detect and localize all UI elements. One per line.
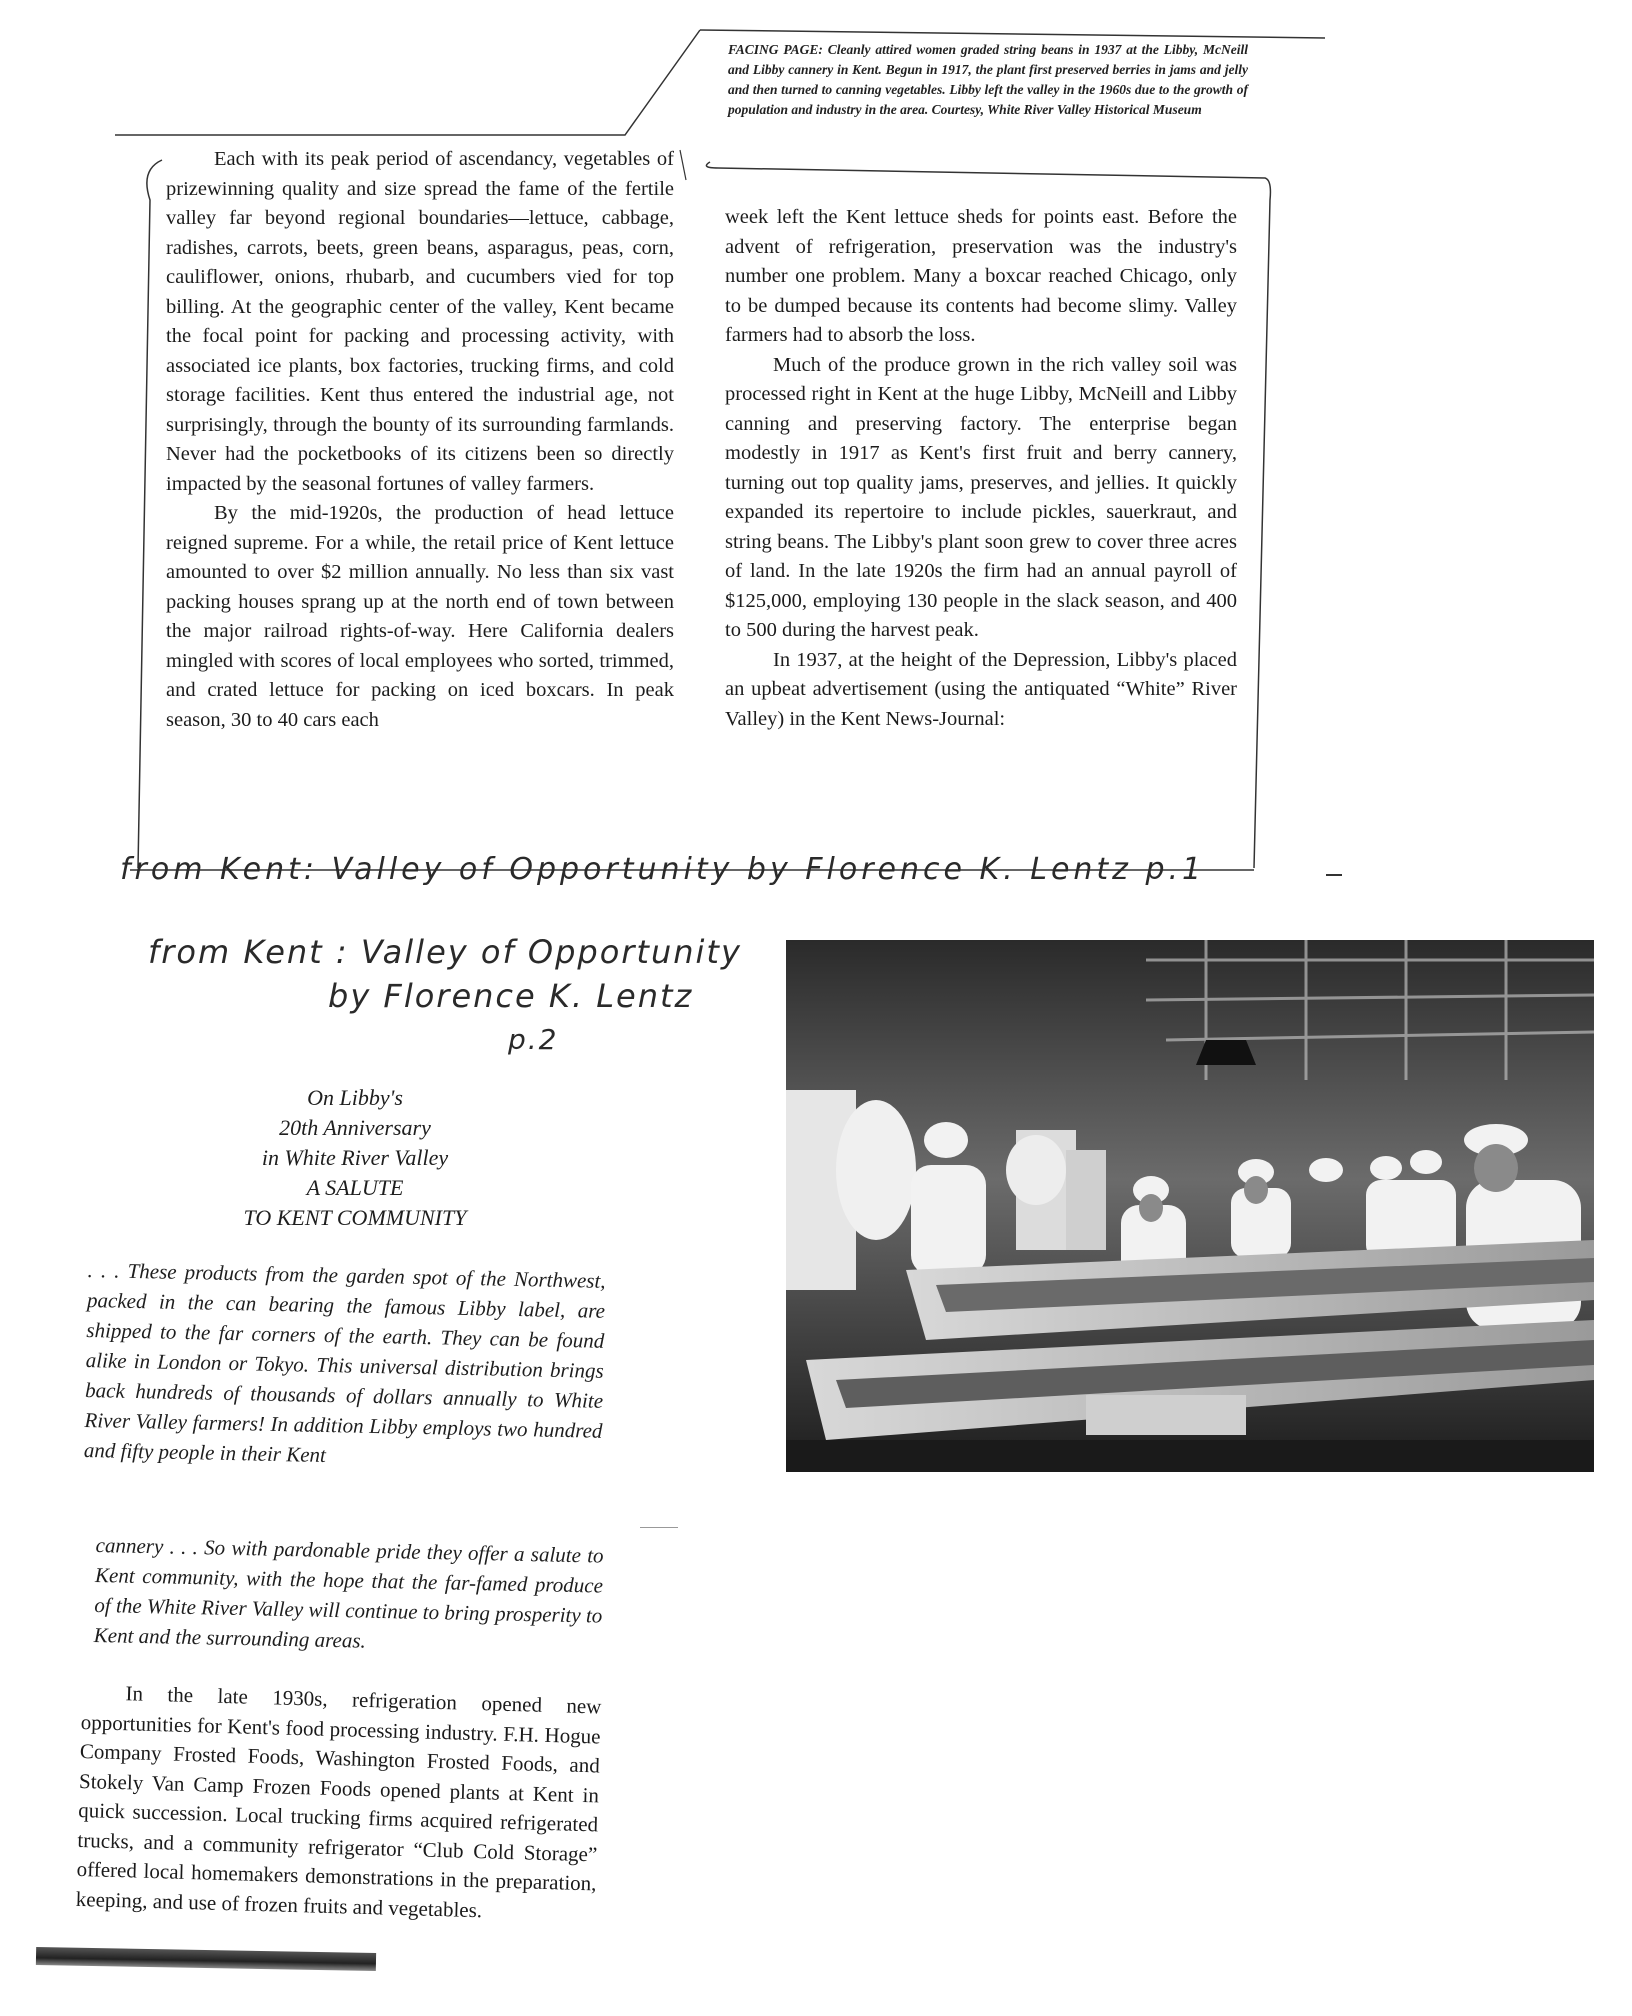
article-paragraph: In 1937, at the height of the Depression, Libby's placed an upbeat advertisement (using the antiquated “White” River Valley) in the Kent News-Journal: <box>725 648 1237 730</box>
divider <box>640 1527 678 1528</box>
bottom-scan-edge <box>36 1947 376 1971</box>
article-paragraph: Much of the produce grown in the rich valley soil was processed right in Kent at the huge Libby, McNeill and Libby canning and preserving factory. The enterprise began modestly in 1917 as Kent's first fruit and berry cannery, turning out top quality jams, preserves, and jellies. It quickly expanded its repertoire to include pickles, sauerkraut, and string beans. The Libby's plant soon grew to cover three acres of land. In the late 1920s the firm had an annual payroll of $125,000, employing 130 people in the slack season, and 400 to 500 during the harvest peak. <box>725 353 1237 641</box>
caption-head: FACING PAGE: <box>728 42 823 57</box>
article-paragraph: Each with its peak period of ascendancy, vegetables of prizewinning quality and size spread the fame of the fertile valley far beyond regional boundaries—lettuce, cabbage, radishes, carrots, beets, green beans, asparagus, peas, corn, cauliflower, onions, rhubarb, and cucumbers vied for top billing. At the geographic center of the valley, Kent became the focal point for packing and processing activity, with associated ice plants, box factories, trucking firms, and cold storage facilities. Kent thus entered the industrial age, not surprisingly, through the bounty of its surrounding farmlands. Never had the pocketbooks of its citizens been so directly impacted by the seasonal fortunes of valley farmers. <box>166 148 674 495</box>
handwritten-line: by Florence K. Lentz <box>328 977 694 1015</box>
caption-text: Cleanly attired women graded string beans in 1937 at the Libby, McNeill and Libby cannery in Kent. Begun in 1917, the plant first preserved berries in jams and jelly and then turned to canning vegetables. Libby left the valley in the 1960s due to the growth of population and industry in the area. Courtesy, White River Valley Historical Museum <box>728 42 1248 117</box>
ad-heading-line: 20th Anniversary <box>279 1115 431 1140</box>
handwritten-source-note-2 <box>148 930 742 1062</box>
article-paragraph: By the mid-1920s, the production of head lettuce reigned supreme. For a while, the retail price of Kent lettuce amounted to over $2 million annually. No less than six vast packing houses sprang up at the north end of town between the major railroad rights-of-way. Here California dealers mingled with scores of local employees who sorted, trimmed, and crated lettuce for packing on iced boxcars. In peak season, 30 to 40 cars each <box>166 502 674 731</box>
handwritten-line: from Kent : Valley of Opportunity <box>148 933 742 971</box>
advertisement-body-2: cannery . . . So with pardonable pride they offer a salute to Kent community, with the hope that the far-famed produce of the White River Valley will continue to bring prosperity to Kent and the surrounding areas. <box>93 1532 604 1653</box>
ad-heading-line: TO KENT COMMUNITY <box>243 1205 467 1230</box>
article-paragraph: In the late 1930s, refrigeration opened new opportunities for Kent's food processing industry. F.H. Hogue Company Frosted Foods, Washington Frosted Foods, and Stokely Van Camp Frozen Foods opened plants at Kent in quick succession. Local trucking firms acquired refrigerated trucks, and a community refrigerator “Club Cold Storage” offered local homemakers demonstrations in the preparation, keeping, and use of frozen fruits and vegetables. <box>75 1681 602 1922</box>
advertisement-heading <box>190 1083 520 1233</box>
advertisement-body-1: . . . These products from the garden spot of the Northwest, packed in the can bearing the famous Libby label, are shipped to the far corners of the earth. They can be found alike in London or Tokyo. This universal distribution brings back hundreds of thousands of dollars annually to White River Valley farmers! In addition Libby employs two hundred and fifty people in their Kent <box>83 1257 606 1468</box>
article-bottom <box>75 1678 601 1928</box>
handwritten-line: p.2 <box>508 1023 559 1056</box>
ad-heading-line: A SALUTE <box>306 1175 404 1200</box>
article-paragraph: week left the Kent lettuce sheds for points east. Before the advent of refrigeration, preservation was the industry's number one problem. Many a boxcar reached Chicago, only to be dumped because its contents had become slimy. Valley farmers had to absorb the loss. <box>725 206 1237 346</box>
handwritten-source-note-1: from Kent: Valley of Opportunity by Florence K. Lentz p.1 <box>120 852 1206 887</box>
article-left-column <box>166 145 674 735</box>
photo-caption <box>728 40 1248 120</box>
ad-heading-line: On Libby's <box>307 1085 403 1110</box>
cannery-photo <box>786 940 1594 1472</box>
ad-heading-line: in White River Valley <box>261 1145 449 1170</box>
article-right-column <box>725 203 1237 734</box>
